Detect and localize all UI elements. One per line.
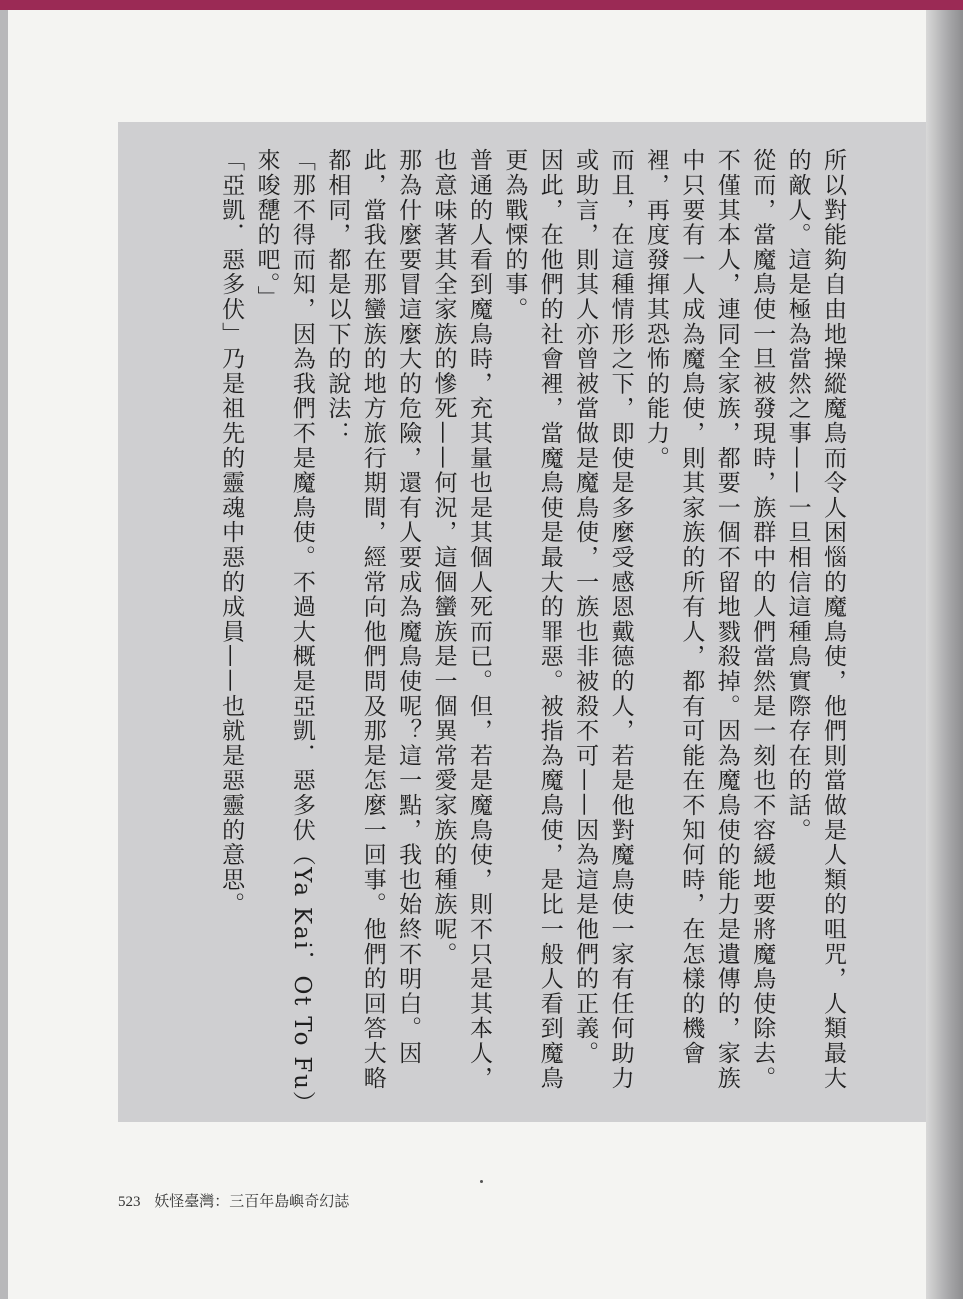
vertical-text-body bbox=[150, 148, 850, 1108]
book-title: 妖怪臺灣：三百年島嶼奇幻誌 bbox=[154, 1194, 350, 1210]
book-left-edge bbox=[0, 10, 8, 1299]
paragraph-2: 從而，當魔鳥使一旦被發現時，族群中的人們當然是一刻也不容緩地要將魔鳥使除去。不僅其本人，連同全家族，都要一個不留地戮殺掉。因為魔鳥使的能力是遺傳的，家族中只要有一人成為魔鳥使，則其家族的所有人，都有可能在不知何時，在怎樣的機會裡，再度發揮其恐怖的能力。 bbox=[642, 148, 776, 1091]
paragraph-4: 因此，在他們的社會裡，當魔鳥使是最大的罪惡。被指為魔鳥使，是比一般人看到魔鳥更為戰慄的事。 bbox=[501, 148, 563, 1091]
print-speck bbox=[480, 1180, 483, 1183]
paragraph-8: 「亞凱．惡多伏」乃是祖先的靈魂中惡的成員——也就是惡靈的意思。 bbox=[218, 148, 245, 917]
page-footer bbox=[118, 1190, 518, 1211]
page-number: 523 bbox=[118, 1194, 141, 1210]
paragraph-1: 所以對能夠自由地操縱魔鳥而令人困惱的魔鳥使，他們則當做是人類的咀咒，人類最大的敵人。這是極為當然之事——一旦相信這種鳥實際存在的話。 bbox=[784, 148, 846, 1091]
paragraph-5: 普通的人看到魔鳥時，充其量也是其個人死而已。但，若是魔鳥使，則不只是其本人，也意味著其全家族的慘死——何況，這個蠻族是一個異常愛家族的種族呢。 bbox=[430, 148, 492, 1091]
paragraph-6: 那為什麼要冒這麼大的危險，還有人要成為魔鳥使呢？這一點，我也始終不明白。因此，當我在那蠻族的地方旅行期間，經常向他們問及那是怎麼一回事。他們的回答大略都相同，都是以下的說法： bbox=[324, 148, 422, 1091]
page-gutter-shadow bbox=[926, 10, 963, 1299]
paragraph-7: 「那不得而知，因為我們不是魔鳥使。不過大概是亞凱．惡多伏（Ya Kai．Ot To Fu）來唆㘒的吧。」 bbox=[253, 148, 315, 1105]
paragraph-3: 而且，在這種情形之下，即使是多麼受感恩戴德的人，若是他對魔鳥使一家有任何助力或助言，則其人亦曾被當做是魔鳥使，一族也非被殺不可——因為這是他們的正義。 bbox=[572, 148, 634, 1091]
